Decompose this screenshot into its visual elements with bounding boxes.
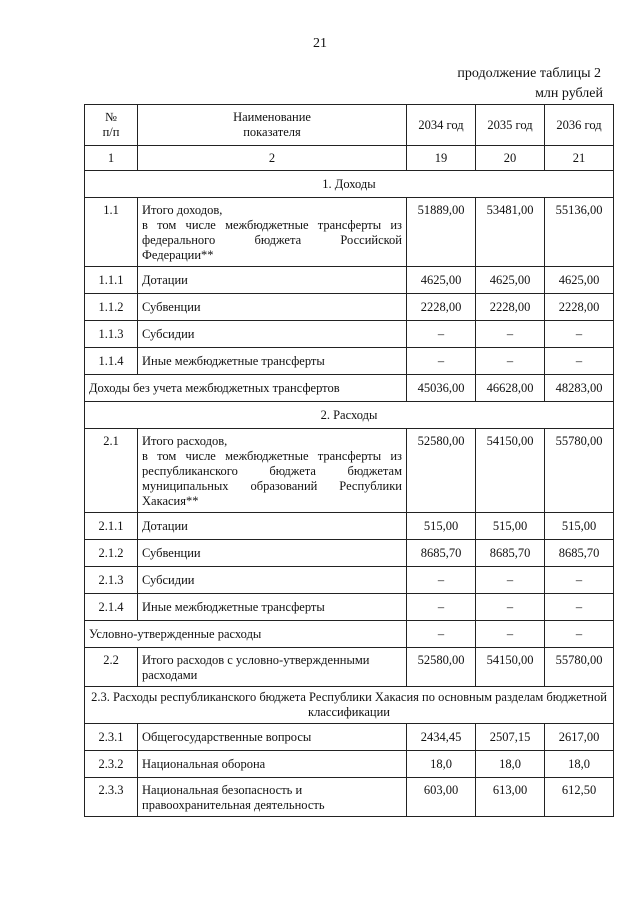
table-row xyxy=(85,540,614,567)
row-name: Дотации xyxy=(138,513,407,540)
column-number-row xyxy=(85,146,614,171)
row-value: 8685,70 xyxy=(476,540,545,567)
table-row xyxy=(85,321,614,348)
table-row xyxy=(85,513,614,540)
row-name: Субвенции xyxy=(138,540,407,567)
row-value: 55136,00 xyxy=(545,198,614,267)
row-value: 53481,00 xyxy=(476,198,545,267)
row-code: 2.1.2 xyxy=(85,540,138,567)
row-name: Итого расходов с условно-утвержденными расходами xyxy=(138,648,407,687)
row-value: 603,00 xyxy=(407,778,476,817)
row-value: 515,00 xyxy=(545,513,614,540)
row-value: 18,0 xyxy=(407,751,476,778)
row-name: Дотации xyxy=(138,267,407,294)
section-row xyxy=(85,687,614,724)
row-value: – xyxy=(407,594,476,621)
row-code: 2.2 xyxy=(85,648,138,687)
row-value: 55780,00 xyxy=(545,429,614,513)
row-code: 1.1.4 xyxy=(85,348,138,375)
row-code: 2.3.2 xyxy=(85,751,138,778)
table-header-row xyxy=(85,105,614,146)
row-value: 2434,45 xyxy=(407,724,476,751)
table-continuation-note: продолжение таблицы 2 xyxy=(457,66,601,81)
row-value: 55780,00 xyxy=(545,648,614,687)
header-number: № п/п xyxy=(85,105,138,146)
row-value: 45036,00 xyxy=(407,375,476,402)
table-row xyxy=(85,294,614,321)
row-value: 54150,00 xyxy=(476,648,545,687)
row-code: 1.1 xyxy=(85,198,138,267)
row-code: 2.1.3 xyxy=(85,567,138,594)
row-value: – xyxy=(407,621,476,648)
row-value: 18,0 xyxy=(545,751,614,778)
section-row xyxy=(85,402,614,429)
row-name: Субсидии xyxy=(138,567,407,594)
row-code: 2.1.1 xyxy=(85,513,138,540)
table-row xyxy=(85,567,614,594)
row-value: – xyxy=(545,567,614,594)
section-title: 2.3. Расходы республиканского бюджета Республики Хакасия по основным разделам бюджетной классификации xyxy=(85,687,614,724)
column-number: 20 xyxy=(476,146,545,171)
units-label: млн рублей xyxy=(535,86,603,101)
row-code: 2.1.4 xyxy=(85,594,138,621)
row-name: Национальная оборона xyxy=(138,751,407,778)
row-value: 2228,00 xyxy=(545,294,614,321)
header-year: 2034 год xyxy=(407,105,476,146)
table-row xyxy=(85,429,614,513)
table-row xyxy=(85,751,614,778)
row-value: 612,50 xyxy=(545,778,614,817)
row-name: Субвенции xyxy=(138,294,407,321)
table-row xyxy=(85,621,614,648)
page-number: 21 xyxy=(313,36,327,51)
row-value: – xyxy=(545,348,614,375)
table-row xyxy=(85,778,614,817)
table-row xyxy=(85,267,614,294)
table-row xyxy=(85,348,614,375)
row-value: 51889,00 xyxy=(407,198,476,267)
row-value: 4625,00 xyxy=(407,267,476,294)
section-row xyxy=(85,171,614,198)
row-value: 2228,00 xyxy=(407,294,476,321)
row-value: – xyxy=(476,348,545,375)
row-value: – xyxy=(476,321,545,348)
row-code: 1.1.3 xyxy=(85,321,138,348)
row-value: 8685,70 xyxy=(407,540,476,567)
row-code: 1.1.1 xyxy=(85,267,138,294)
row-value: 54150,00 xyxy=(476,429,545,513)
row-value: 48283,00 xyxy=(545,375,614,402)
row-value: 515,00 xyxy=(476,513,545,540)
row-value: 4625,00 xyxy=(476,267,545,294)
table-row xyxy=(85,594,614,621)
row-name: Субсидии xyxy=(138,321,407,348)
section-title: 2. Расходы xyxy=(85,402,614,429)
row-value: – xyxy=(407,567,476,594)
table-row xyxy=(85,198,614,267)
row-name: Иные межбюджетные трансферты xyxy=(138,594,407,621)
row-value: – xyxy=(476,567,545,594)
table-row xyxy=(85,375,614,402)
section-title: 1. Доходы xyxy=(85,171,614,198)
column-number: 19 xyxy=(407,146,476,171)
row-code: 2.3.3 xyxy=(85,778,138,817)
row-value: 613,00 xyxy=(476,778,545,817)
row-value: – xyxy=(407,321,476,348)
header-year: 2036 год xyxy=(545,105,614,146)
row-name: Национальная безопасность и правоохранительная деятельность xyxy=(138,778,407,817)
row-name: Итого доходов, в том числе межбюджетные трансферты из федерального бюджета Российской Федерации** xyxy=(138,198,407,267)
column-number: 1 xyxy=(85,146,138,171)
row-name: Иные межбюджетные трансферты xyxy=(138,348,407,375)
row-value: 52580,00 xyxy=(407,429,476,513)
row-code: 2.1 xyxy=(85,429,138,513)
header-name: Наименование показателя xyxy=(138,105,407,146)
row-value: 46628,00 xyxy=(476,375,545,402)
row-name: Итого расходов, в том числе межбюджетные трансферты из республиканского бюджета бюджетам муниципальных образований Республики Хакасия** xyxy=(138,429,407,513)
row-value: – xyxy=(476,621,545,648)
header-year: 2035 год xyxy=(476,105,545,146)
row-value: 18,0 xyxy=(476,751,545,778)
row-value: 4625,00 xyxy=(545,267,614,294)
row-value: – xyxy=(545,621,614,648)
row-value: – xyxy=(407,348,476,375)
row-value: 515,00 xyxy=(407,513,476,540)
row-value: 52580,00 xyxy=(407,648,476,687)
row-code: 1.1.2 xyxy=(85,294,138,321)
column-number: 2 xyxy=(138,146,407,171)
table-row xyxy=(85,724,614,751)
row-value: 2507,15 xyxy=(476,724,545,751)
row-value: 2228,00 xyxy=(476,294,545,321)
row-value: – xyxy=(476,594,545,621)
row-value: – xyxy=(545,321,614,348)
row-name: Условно-утвержденные расходы xyxy=(85,621,407,648)
row-value: 8685,70 xyxy=(545,540,614,567)
budget-table xyxy=(84,104,614,817)
row-value: – xyxy=(545,594,614,621)
column-number: 21 xyxy=(545,146,614,171)
row-value: 2617,00 xyxy=(545,724,614,751)
row-name: Общегосударственные вопросы xyxy=(138,724,407,751)
row-name: Доходы без учета межбюджетных трансфертов xyxy=(85,375,407,402)
row-code: 2.3.1 xyxy=(85,724,138,751)
table-row xyxy=(85,648,614,687)
